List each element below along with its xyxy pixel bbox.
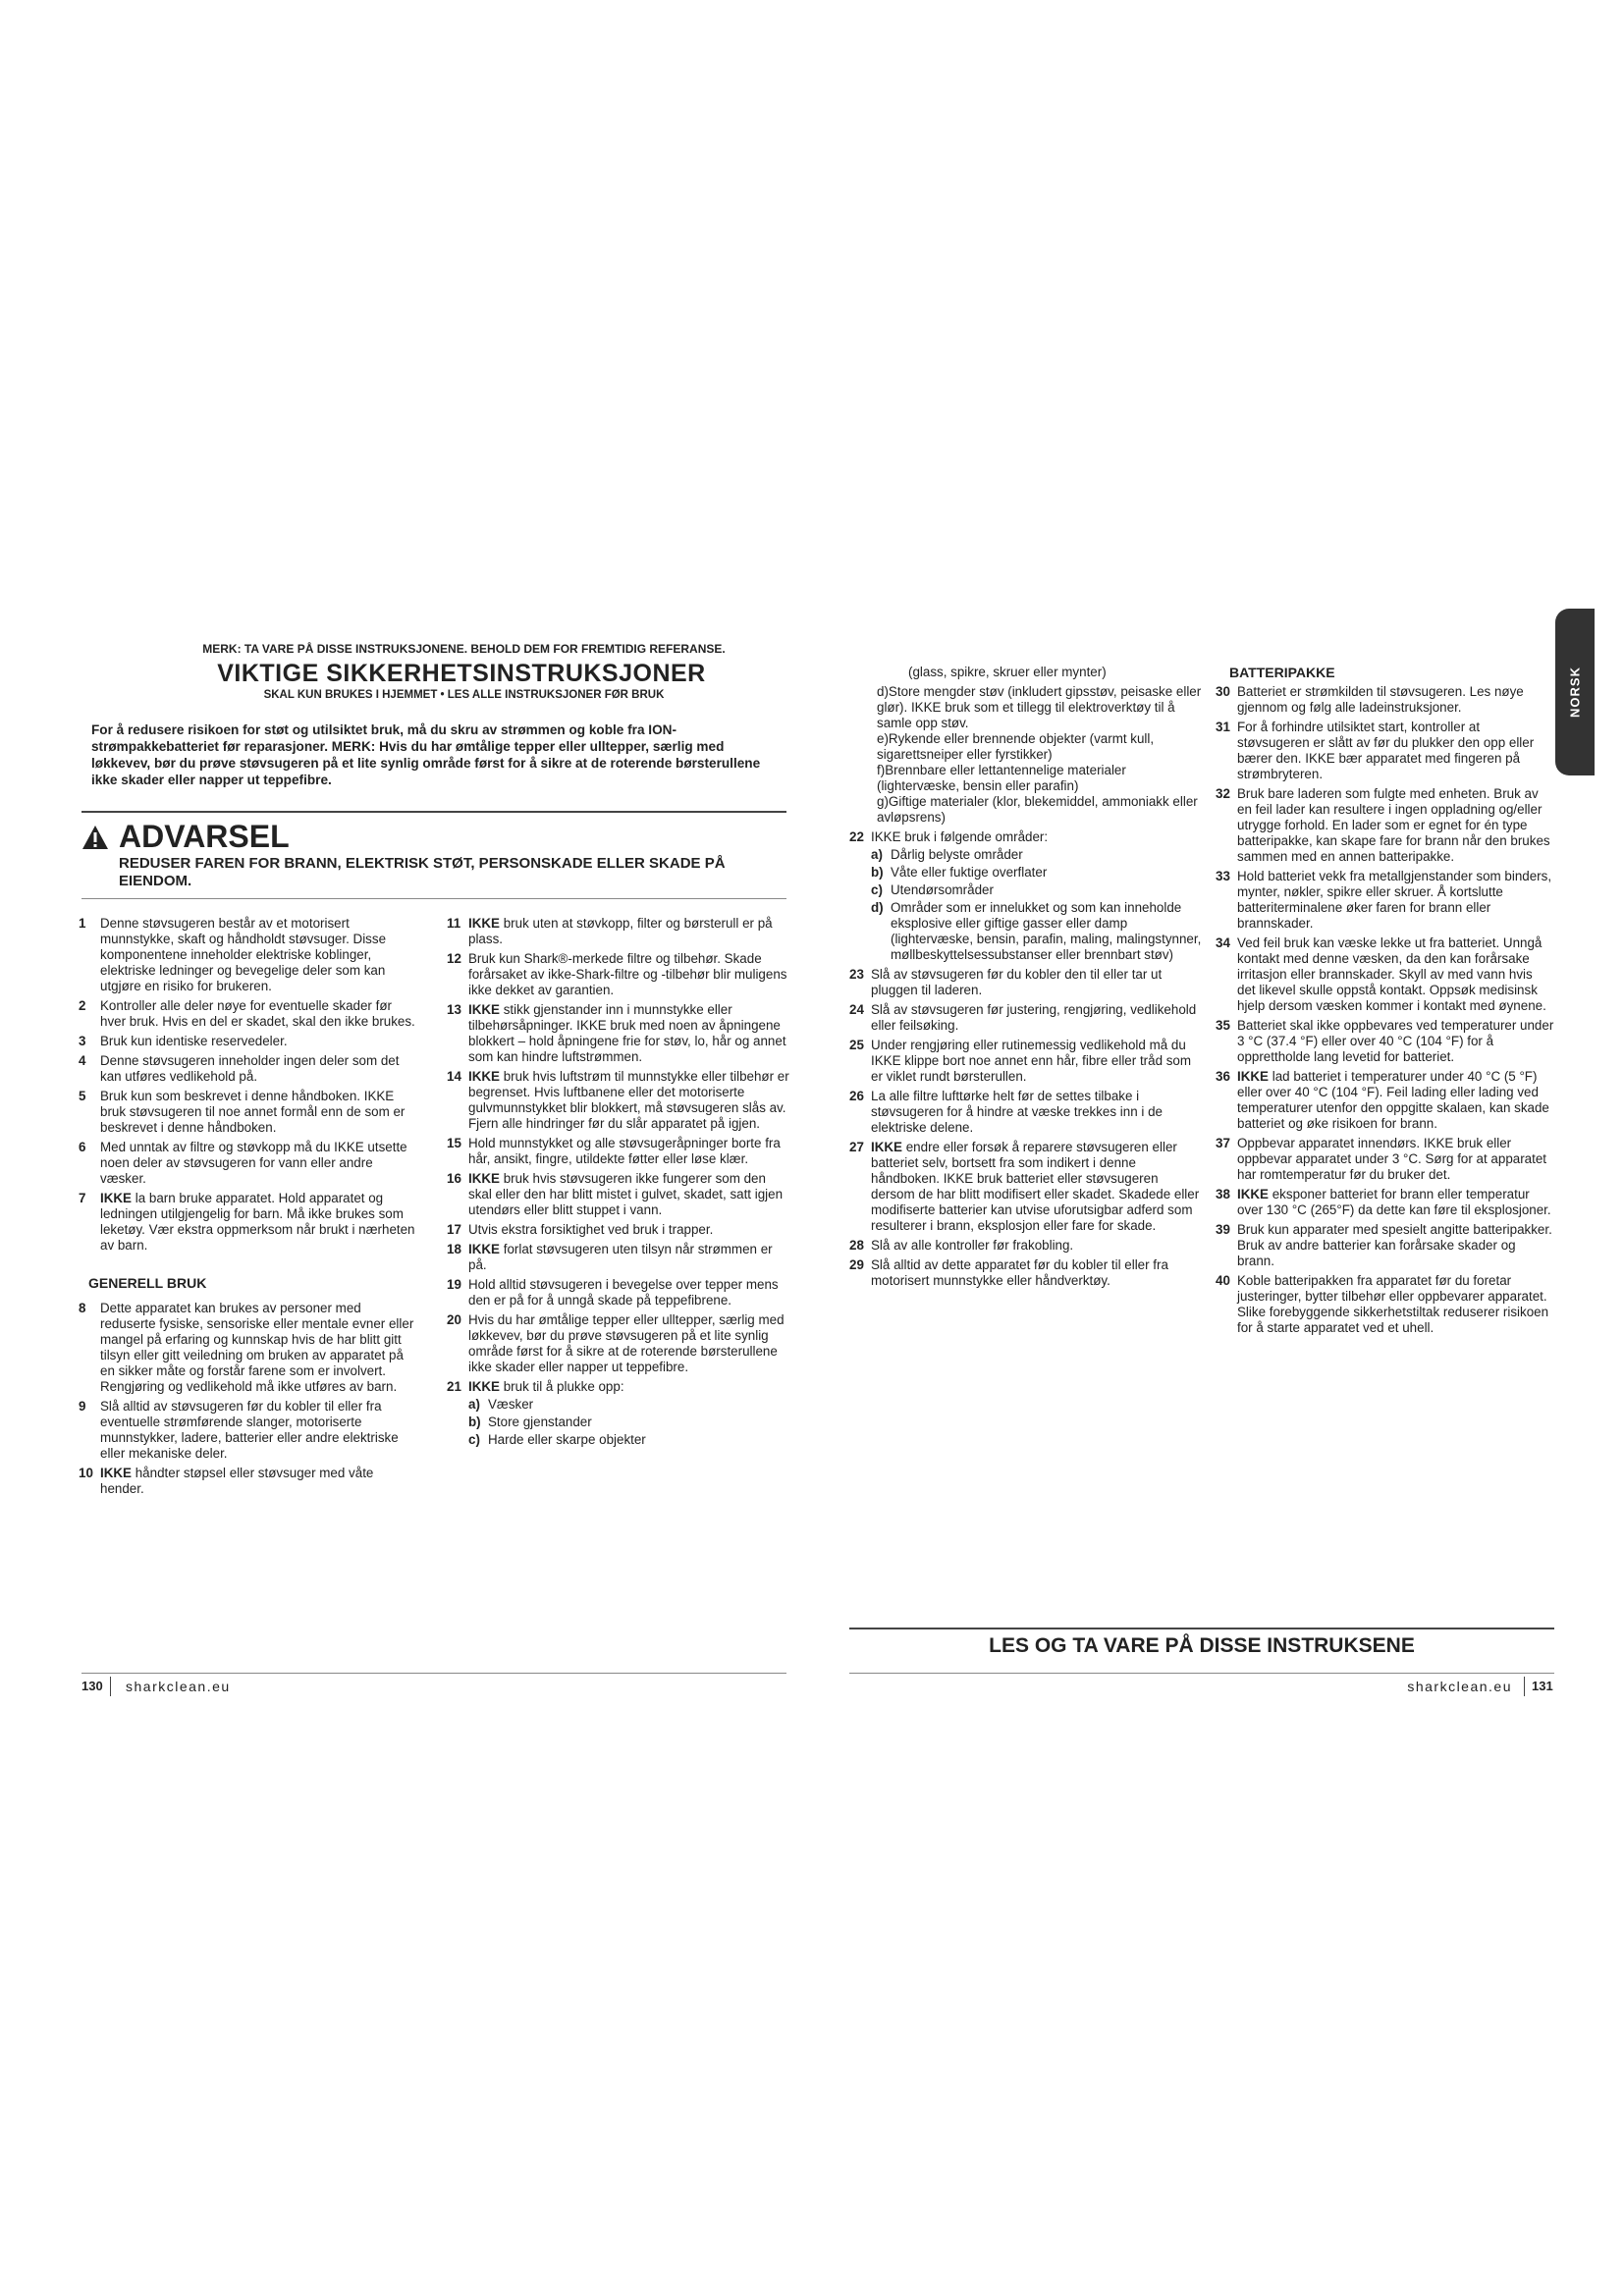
page-title: VIKTIGE SIKKERHETSINSTRUKSJONER: [217, 660, 706, 687]
sub-item-letter: g): [877, 794, 889, 809]
sub-item-letter: b): [871, 865, 884, 880]
footer-banner: LES OG TA VARE PÅ DISSE INSTRUKSENE: [989, 1634, 1415, 1657]
sub-item: [871, 900, 1203, 963]
sub-item: [871, 865, 1203, 881]
item-text: Denne støvsugeren inneholder ingen deler som det kan utføres vedlikehold på.: [100, 1053, 400, 1084]
item-text: Utvis ekstra forsiktighet ved bruk i trapper.: [468, 1222, 714, 1237]
item-number: 25: [849, 1038, 864, 1052]
sub-item-text: Giftige materialer (klor, blekemiddel, ammoniakk eller avløpsrens): [877, 794, 1198, 825]
column-1: [79, 916, 417, 1501]
sub-item-letter: e): [877, 731, 889, 746]
note-top: MERK: TA VARE PÅ DISSE INSTRUKSJONENE. BEHOLD DEM FOR FREMTIDIG REFERANSE.: [202, 642, 726, 656]
item-text: Slå av støvsugeren før justering, rengjøring, vedlikehold eller feilsøking.: [871, 1002, 1197, 1033]
item-number: 19: [447, 1277, 461, 1292]
item-text: bruk hvis støvsugeren ikke fungerer som den skal eller den har blitt mistet i gulvet, skadet, satt igjen utendørs eller blitt stuppet i vann.: [468, 1171, 784, 1217]
list-item: [1216, 1069, 1554, 1132]
list-item: [447, 1277, 790, 1308]
sub-item-letter: c): [871, 882, 883, 897]
item-number: 5: [79, 1089, 86, 1103]
item-keyword: IKKE: [871, 1140, 902, 1154]
sub-item-text: Store gjenstander: [488, 1415, 592, 1429]
page-number-left: 130: [81, 1679, 103, 1693]
sub-item-letter: f): [877, 763, 886, 777]
item-keyword: IKKE: [468, 1002, 500, 1017]
sub-item: [877, 794, 1203, 826]
site-right: sharkclean.eu: [1407, 1679, 1512, 1694]
item-text: bruk uten at støvkopp, filter og børsterull er på plass.: [468, 916, 773, 946]
item-text: Slå alltid av støvsugeren før du kobler til eller fra eventuelle strømførende slanger, motoriserte munnstykker, ladere, batterier eller andre elektriske eller mekaniske deler.: [100, 1399, 399, 1461]
sub-item-text: Utendørsområder: [891, 882, 994, 897]
item-number: 13: [447, 1002, 461, 1017]
item-number: 26: [849, 1089, 864, 1103]
warning-triangle-icon: [81, 825, 109, 850]
item-text: For å forhindre utilsiktet start, kontroller at støvsugeren er slått av før du plukker den opp eller bærer den. IKKE bær apparatet med fingeren på strømbryteren.: [1237, 720, 1535, 781]
divider-footer-banner: [849, 1628, 1554, 1629]
sub-item-text: Harde eller skarpe objekter: [488, 1432, 646, 1447]
warning-title: ADVARSEL: [119, 819, 290, 854]
sub-item: [877, 731, 1203, 763]
item-keyword: IKKE: [468, 1242, 500, 1256]
sub-item-letter: c): [468, 1432, 480, 1447]
list-item: [447, 1312, 790, 1375]
battery-title: BATTERIPAKKE: [1229, 665, 1335, 680]
item-text: Slå alltid av dette apparatet før du kobler til eller fra motorisert munnstykke eller håndverktøy.: [871, 1257, 1168, 1288]
item-keyword: IKKE: [100, 1191, 132, 1205]
list-item: [79, 1053, 417, 1085]
item-text: Oppbevar apparatet innendørs. IKKE bruk eller oppbevar apparatet under 3 °C. Sørg for at apparatet har romtemperatur før du bruker det.: [1237, 1136, 1547, 1182]
page-subtitle: SKAL KUN BRUKES I HJEMMET • LES ALLE INSTRUKSJONER FØR BRUK: [263, 689, 665, 701]
item-text: Under rengjøring eller rutinemessig vedlikehold må du IKKE klippe bort noe annet enn hår, fibre eller tråd som er viklet rundt børsterullen.: [871, 1038, 1192, 1084]
sub-item-text: Våte eller fuktige overflater: [891, 865, 1048, 880]
sub-item-letter: a): [871, 847, 883, 862]
item-text: Bruk kun apparater med spesielt angitte batteripakker. Bruk av andre batterier kan forårsake skader og brann.: [1237, 1222, 1552, 1268]
list-item: [849, 1089, 1203, 1136]
sub-item-letter: a): [468, 1397, 480, 1412]
item-number: 36: [1216, 1069, 1230, 1084]
item-text: bruk til å plukke opp:: [503, 1379, 624, 1394]
list-item: [1216, 1018, 1554, 1065]
item-number: 29: [849, 1257, 864, 1272]
item-text: Hold munnstykket og alle støvsugeråpninger borte fra hår, ansikt, fingre, utildekte føtter eller løse klær.: [468, 1136, 781, 1166]
item-number: 4: [79, 1053, 86, 1068]
item-number: 33: [1216, 869, 1230, 883]
list-item: [849, 1140, 1203, 1234]
item-keyword: IKKE: [1237, 1069, 1269, 1084]
item-number: 15: [447, 1136, 461, 1150]
list-item: [1216, 1273, 1554, 1336]
item-number: 24: [849, 1002, 864, 1017]
sub-item: [871, 882, 1203, 898]
list-item: [79, 1466, 417, 1497]
list-item: [1216, 869, 1554, 932]
item-number: 27: [849, 1140, 864, 1154]
list-item: [79, 1399, 417, 1462]
list-item: [849, 1038, 1203, 1085]
list-item: [447, 1379, 790, 1448]
item-text: Bruk kun som beskrevet i denne håndboken. IKKE bruk støvsugeren til noe annet formål enn de som er beskrevet i denne håndboken.: [100, 1089, 406, 1135]
item-text: Slå av støvsugeren før du kobler den til eller tar ut pluggen til laderen.: [871, 967, 1163, 997]
item-text: Hold batteriet vekk fra metallgjenstander som binders, mynter, nøkler, spikre eller skruer. Å kortslutte batteriterminalene øker faren for brann eller brannskader.: [1237, 869, 1552, 931]
list-item: [1216, 1187, 1554, 1218]
item-text: Bruk kun Shark®-merkede filtre og tilbehør. Skade forårsaket av ikke-Shark-filtre og -tilbehør blir muligens ikke dekket av garantien.: [468, 951, 787, 997]
item-text: stikk gjenstander inn i munnstykke eller tilbehørsåpninger. IKKE bruk med noen av åpningene blokkert – hold åpningene frie for støv, lo, hår og annet som kan hindre luftstrømmen.: [468, 1002, 786, 1064]
item-text: eksponer batteriet for brann eller temperatur over 130 °C (265°F) da dette kan føre til eksplosjoner.: [1237, 1187, 1551, 1217]
item-number: 9: [79, 1399, 86, 1414]
item-text: Denne støvsugeren består av et motorisert munnstykke, skaft og håndholdt støvsuger. Disse komponentene inneholder elektriske koblinger, elektriske ledninger og bevegelige deler som kan utgjøre en risiko for brukeren.: [100, 916, 387, 993]
list-item: [447, 916, 790, 947]
item-number: 21: [447, 1379, 461, 1394]
page-number-right: 131: [1532, 1679, 1553, 1693]
item-text: Slå av alle kontroller før frakobling.: [871, 1238, 1074, 1253]
sub-item-letter: d): [871, 900, 884, 915]
item-number: 7: [79, 1191, 86, 1205]
item-text: Ved feil bruk kan væske lekke ut fra batteriet. Unngå kontakt med denne væsken, da den kan forårsake irritasjon eller brannskader. Skyll av med vann hvis det likevel skulle oppstå kontakt. Oppsøk medisinsk hjelp dersom væsken kommer i kontakt med øynene.: [1237, 935, 1546, 1013]
sub-item-text: Store mengder støv (inkludert gipsstøv, peisaske eller glør). IKKE bruk som et tillegg til elektroverktøy til å samle opp støv.: [877, 684, 1202, 730]
sub-item-text: Rykende eller brennende objekter (varmt kull, sigarettsneiper eller fyrstikker): [877, 731, 1155, 762]
sub-item-text: Væsker: [488, 1397, 534, 1412]
sub-item-letter: d): [877, 684, 889, 699]
item-number: 17: [447, 1222, 461, 1237]
item-text: IKKE bruk i følgende områder:: [871, 829, 1049, 844]
divider-top: [81, 811, 786, 813]
item-number: 14: [447, 1069, 461, 1084]
item-number: 12: [447, 951, 461, 966]
language-side-tab: [1555, 609, 1595, 775]
item-number: 8: [79, 1301, 86, 1315]
sub-item: [468, 1415, 790, 1430]
item-text: håndter støpsel eller støvsuger med våte hender.: [100, 1466, 374, 1496]
item-number: 30: [1216, 684, 1230, 699]
item-number: 11: [447, 916, 461, 931]
list-item: [1216, 935, 1554, 1014]
list-item: [447, 1136, 790, 1167]
item-number: 18: [447, 1242, 461, 1256]
sub-item: [468, 1397, 790, 1413]
column-4: [1216, 665, 1554, 1340]
item-keyword: IKKE: [468, 916, 500, 931]
item-keyword: IKKE: [1237, 1187, 1269, 1201]
item-text: Dette apparatet kan brukes av personer med reduserte fysiske, sensoriske eller mentale evner eller mangel på erfaring og kunnskap hvis de har blitt gitt tilsyn eller gitt veiledning om bruken av apparatet på en sikker måte og forstår farene som er involvert. Rengjøring og vedlikehold må ikke utføres av barn.: [100, 1301, 414, 1394]
page-number-divider-left: [110, 1677, 111, 1696]
list-item: [849, 829, 1203, 963]
item-number: 39: [1216, 1222, 1230, 1237]
item-text: Batteriet er strømkilden til støvsugeren. Les nøye gjennom og følg alle ladeinstruksjoner.: [1237, 684, 1524, 715]
divider-warning: [81, 898, 786, 899]
item-number: 16: [447, 1171, 461, 1186]
list-item: [79, 1089, 417, 1136]
list-item: [79, 1034, 417, 1049]
language-tab-label: NORSK: [1567, 667, 1583, 718]
item-number: 10: [79, 1466, 93, 1480]
item-number: 34: [1216, 935, 1230, 950]
item-text: Bruk kun identiske reservedeler.: [100, 1034, 288, 1048]
item-text: forlat støvsugeren uten tilsyn når strømmen er på.: [468, 1242, 773, 1272]
item-keyword: IKKE: [468, 1069, 500, 1084]
item-text: bruk hvis luftstrøm til munnstykke eller tilbehør er begrenset. Hvis luftbanene eller det motoriserte gulvmunnstykket blir blokkert, må støvsugeren slås av. Fjern alle hindringer før du slår apparatet på igjen.: [468, 1069, 789, 1131]
item-number: 35: [1216, 1018, 1230, 1033]
list-item: [849, 967, 1203, 998]
site-left: sharkclean.eu: [126, 1679, 231, 1694]
item-keyword: IKKE: [100, 1466, 132, 1480]
list-item: [79, 998, 417, 1030]
item-text: Med unntak av filtre og støvkopp må du IKKE utsette noen deler av støvsugeren for vann eller andre væsker.: [100, 1140, 407, 1186]
item-number: 6: [79, 1140, 86, 1154]
item-text: endre eller forsøk å reparere støvsugeren eller batteriet selv, bortsett fra som indikert i denne håndboken. IKKE bruk batteriet eller støvsugeren dersom de har blitt modifisert eller skadet. Skadede eller modifiserte batterier kan utvise uforutsigbar adferd som resulterer i brann, eksplosjon eller fare for skade.: [871, 1140, 1200, 1233]
item-keyword: IKKE: [468, 1171, 500, 1186]
item-number: 40: [1216, 1273, 1230, 1288]
list-item: [1216, 684, 1554, 716]
item-number: 31: [1216, 720, 1230, 734]
list-item: [1216, 720, 1554, 782]
item-text: la barn bruke apparatet. Hold apparatet og ledningen utilgjengelig for barn. Må ikke brukes som leketøy. Vær ekstra oppmerksom når brukt i nærheten av barn.: [100, 1191, 415, 1253]
item-number: 3: [79, 1034, 86, 1048]
list-item: [79, 1140, 417, 1187]
footer-line-right: [849, 1673, 1554, 1674]
sub-item: [871, 847, 1203, 863]
item-text: Hvis du har ømtålige tepper eller ulltepper, særlig med løkkevev, bør du prøve støvsugeren på et lite synlig område først for å sikre at de roterende børsterullene ikke skader eller napper ut teppefibre.: [468, 1312, 785, 1374]
item-number: 28: [849, 1238, 864, 1253]
list-item: [447, 1222, 790, 1238]
list-item: [1216, 786, 1554, 865]
item-number: 23: [849, 967, 864, 982]
list-item: [447, 1002, 790, 1065]
list-item: [79, 1301, 417, 1395]
item-number: 1: [79, 916, 86, 931]
item-number: 2: [79, 998, 86, 1013]
item-number: 22: [849, 829, 864, 844]
list-item: [1216, 1222, 1554, 1269]
item-number: 32: [1216, 786, 1230, 801]
sub-item: [468, 1432, 790, 1448]
sub-item-text: Dårlig belyste områder: [891, 847, 1023, 862]
sub-item-text: Områder som er innelukket og som kan inneholde eksplosive eller giftige gasser eller damp (lightervæske, bensin, parafin, maling, malingstynner, møllbeskyttelsessubstanser eller brennbart støv): [891, 900, 1202, 962]
list-item: [447, 1242, 790, 1273]
sub-item-letter: b): [468, 1415, 481, 1429]
page-number-divider-right: [1524, 1677, 1525, 1696]
list-item: [849, 1257, 1203, 1289]
item-text: lad batteriet i temperaturer under 40 °C (5 °F) eller over 40 °C (104 °F). Feil lading eller lading ved temperaturer utenfor den oppgitte skalaen, kan skade batteriet og øke risikoen for brann.: [1237, 1069, 1549, 1131]
item-text: Hold alltid støvsugeren i bevegelse over tepper mens den er på for å unngå skade på teppefibrene.: [468, 1277, 779, 1308]
list-item: [447, 1171, 790, 1218]
list-item: [1216, 1136, 1554, 1183]
footer-line-left: [81, 1673, 786, 1674]
list-item: [447, 1069, 790, 1132]
item-number: 20: [447, 1312, 461, 1327]
item-keyword: IKKE: [468, 1379, 500, 1394]
item21-continuation: (glass, spikre, skruer eller mynter): [908, 665, 1107, 679]
list-item: [849, 1002, 1203, 1034]
item-text: Koble batteripakken fra apparatet før du foretar justeringer, bytter tilbehør eller oppbevarer apparatet. Slike forebyggende sikkerhetstiltak reduserer risikoen for å starte apparatet ved et uhell.: [1237, 1273, 1549, 1335]
item-number: 37: [1216, 1136, 1230, 1150]
warning-subtitle: REDUSER FAREN FOR BRANN, ELEKTRISK STØT, PERSONSKADE ELLER SKADE PÅ EIENDOM.: [119, 855, 726, 889]
list-item: [79, 1191, 417, 1254]
warning-header: [81, 819, 786, 889]
item-text: Bruk bare laderen som fulgte med enheten. Bruk av en feil lader kan resultere i ingen oppladning og/eller utrygge forhold. En lader som er egnet for én type batteripakke, kan skape fare for brann når den brukes sammen med en annen batteripakke.: [1237, 786, 1550, 864]
column-2: [447, 916, 790, 1452]
item-text: La alle filtre lufttørke helt før de settes tilbake i støvsugeren for å hindre at væske trekkes inn i de elektriske delene.: [871, 1089, 1163, 1135]
list-item: [79, 916, 417, 994]
item-number: 38: [1216, 1187, 1230, 1201]
intro-paragraph: For å redusere risikoen for støt og utilsiktet bruk, må du skru av strømmen og koble fra ION-strømpakkebatteriet før reparasjoner. MERK: Hvis du har ømtålige tepper eller ulltepper, særlig med løkkevev, bør du prøve støvsugeren på et lite synlig område først for å sikre at de roterende børsterullene ikke skader eller napper ut teppefibre.: [91, 722, 761, 787]
sub-item: [877, 763, 1203, 794]
list-item: [849, 1238, 1203, 1254]
general-use-title: GENERELL BRUK: [88, 1275, 207, 1291]
item-text: Batteriet skal ikke oppbevares ved temperaturer under 3 °C (37.4 °F) eller over 40 °C (104 °F) for å opprettholde lang levetid for batteriet.: [1237, 1018, 1554, 1064]
column-3: [849, 665, 1203, 1293]
sub-item-text: Brennbare eller lettantennelige materialer (lightervæske, bensin eller parafin): [877, 763, 1126, 793]
sub-item: [877, 684, 1203, 731]
item-text: Kontroller alle deler nøye for eventuelle skader før hver bruk. Hvis en del er skadet, skal den ikke brukes.: [100, 998, 415, 1029]
list-item: [447, 951, 790, 998]
